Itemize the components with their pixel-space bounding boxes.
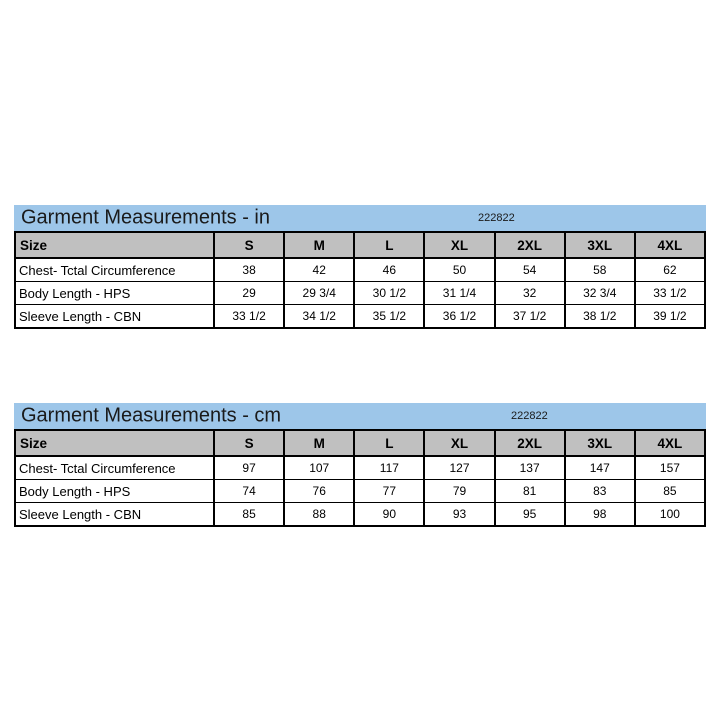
table-header-row	[15, 232, 705, 258]
table-body	[15, 258, 705, 328]
size-header-3xl: 3XL	[565, 430, 635, 456]
measurement-row-label: Sleeve Length - CBN	[15, 503, 214, 527]
measurement-row-label: Body Length - HPS	[15, 282, 214, 305]
measurement-row-label: Chest- Tctal Circumference	[15, 456, 214, 480]
measurement-value-cell: 54	[495, 258, 565, 282]
measurement-row	[15, 480, 705, 503]
measurement-row	[15, 258, 705, 282]
measurement-value-cell: 33 1/2	[635, 282, 705, 305]
measurement-value-cell: 62	[635, 258, 705, 282]
style-code: 222822	[511, 410, 548, 422]
measurement-value-cell: 31 1/4	[424, 282, 494, 305]
table-title-bar	[14, 403, 706, 429]
size-header-4xl: 4XL	[635, 430, 705, 456]
measurement-row	[15, 305, 705, 329]
measurement-row-label: Sleeve Length - CBN	[15, 305, 214, 329]
measurement-row	[15, 503, 705, 527]
garment-measurements-in-section	[14, 205, 706, 329]
measurements-in-table	[14, 231, 706, 329]
measurement-row	[15, 456, 705, 480]
measurement-value-cell: 32 3/4	[565, 282, 635, 305]
size-header-m: M	[284, 232, 354, 258]
size-column-header: Size	[15, 232, 214, 258]
measurement-value-cell: 50	[424, 258, 494, 282]
measurement-value-cell: 35 1/2	[354, 305, 424, 329]
size-header-s: S	[214, 430, 284, 456]
measurement-value-cell: 93	[424, 503, 494, 527]
table-title-bar	[14, 205, 706, 231]
size-header-m: M	[284, 430, 354, 456]
size-header-s: S	[214, 232, 284, 258]
measurement-value-cell: 137	[495, 456, 565, 480]
measurement-row-label: Chest- Tctal Circumference	[15, 258, 214, 282]
table-title: Garment Measurements - cm	[21, 404, 282, 427]
size-header-l: L	[354, 430, 424, 456]
measurement-value-cell: 46	[354, 258, 424, 282]
measurement-value-cell: 34 1/2	[284, 305, 354, 329]
measurement-value-cell: 83	[565, 480, 635, 503]
measurement-value-cell: 42	[284, 258, 354, 282]
measurement-row	[15, 282, 705, 305]
measurement-value-cell: 77	[354, 480, 424, 503]
size-header-xl: XL	[424, 430, 494, 456]
measurement-value-cell: 39 1/2	[635, 305, 705, 329]
garment-measurements-cm-section	[14, 403, 706, 527]
measurements-cm-table	[14, 429, 706, 527]
measurement-value-cell: 88	[284, 503, 354, 527]
measurement-value-cell: 58	[565, 258, 635, 282]
measurement-value-cell: 36 1/2	[424, 305, 494, 329]
size-header-2xl: 2XL	[495, 232, 565, 258]
measurement-value-cell: 74	[214, 480, 284, 503]
measurement-value-cell: 98	[565, 503, 635, 527]
size-column-header: Size	[15, 430, 214, 456]
measurement-value-cell: 76	[284, 480, 354, 503]
measurement-value-cell: 97	[214, 456, 284, 480]
table-header-row	[15, 430, 705, 456]
measurement-row-label: Body Length - HPS	[15, 480, 214, 503]
measurement-value-cell: 100	[635, 503, 705, 527]
table-body	[15, 456, 705, 526]
measurement-value-cell: 37 1/2	[495, 305, 565, 329]
measurement-value-cell: 95	[495, 503, 565, 527]
measurement-value-cell: 157	[635, 456, 705, 480]
measurement-value-cell: 147	[565, 456, 635, 480]
measurement-value-cell: 30 1/2	[354, 282, 424, 305]
measurement-value-cell: 29 3/4	[284, 282, 354, 305]
table-title: Garment Measurements - in	[21, 206, 270, 229]
measurement-value-cell: 38	[214, 258, 284, 282]
size-header-3xl: 3XL	[565, 232, 635, 258]
measurement-value-cell: 32	[495, 282, 565, 305]
measurement-value-cell: 33 1/2	[214, 305, 284, 329]
size-header-xl: XL	[424, 232, 494, 258]
size-header-2xl: 2XL	[495, 430, 565, 456]
style-code: 222822	[478, 212, 515, 224]
measurement-value-cell: 85	[635, 480, 705, 503]
measurement-value-cell: 90	[354, 503, 424, 527]
measurement-value-cell: 29	[214, 282, 284, 305]
measurement-value-cell: 107	[284, 456, 354, 480]
measurement-value-cell: 38 1/2	[565, 305, 635, 329]
size-header-l: L	[354, 232, 424, 258]
measurement-value-cell: 127	[424, 456, 494, 480]
size-header-4xl: 4XL	[635, 232, 705, 258]
measurement-value-cell: 85	[214, 503, 284, 527]
measurement-value-cell: 81	[495, 480, 565, 503]
measurement-value-cell: 79	[424, 480, 494, 503]
measurement-value-cell: 117	[354, 456, 424, 480]
